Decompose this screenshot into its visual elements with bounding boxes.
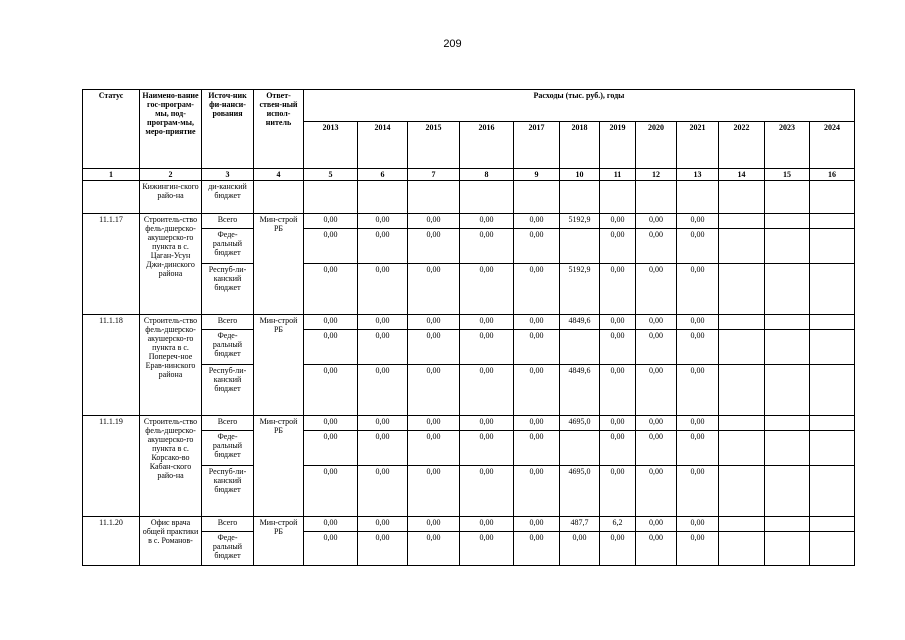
value-cell: 4695,0 <box>560 416 600 431</box>
status-cell: 11.1.18 <box>83 315 140 416</box>
value-cell: 0,00 <box>408 315 460 330</box>
value-cell: 0,00 <box>677 431 719 466</box>
value-cell <box>560 330 600 365</box>
year-header: 2019 <box>600 122 636 169</box>
value-cell <box>765 532 810 566</box>
value-cell: 0,00 <box>408 365 460 416</box>
value-cell: 0,00 <box>636 365 677 416</box>
value-cell: 0,00 <box>514 517 560 532</box>
status-cell: 11.1.20 <box>83 517 140 566</box>
column-number: 5 <box>304 169 358 181</box>
value-cell: 0,00 <box>677 214 719 229</box>
value-cell: 0,00 <box>304 517 358 532</box>
column-number: 12 <box>636 169 677 181</box>
value-cell: 0,00 <box>600 264 636 315</box>
status-cell: 11.1.19 <box>83 416 140 517</box>
value-cell: 0,00 <box>408 330 460 365</box>
value-cell: 5192,9 <box>560 264 600 315</box>
value-cell: 0,00 <box>304 214 358 229</box>
value-cell: 0,00 <box>304 365 358 416</box>
value-cell: 0,00 <box>408 431 460 466</box>
source-cell: Феде-ральный бюджет <box>202 532 254 566</box>
value-cell: 0,00 <box>460 330 514 365</box>
value-cell <box>810 365 855 416</box>
value-cell <box>719 431 765 466</box>
source-cell: Всего <box>202 315 254 330</box>
value-cell: 0,00 <box>677 466 719 517</box>
source-cell: Феде-ральный бюджет <box>202 330 254 365</box>
year-header: 2024 <box>810 122 855 169</box>
value-cell: 0,00 <box>304 466 358 517</box>
value-cell: 0,00 <box>514 229 560 264</box>
value-cell: 0,00 <box>677 517 719 532</box>
value-cell: 0,00 <box>600 214 636 229</box>
value-cell: 0,00 <box>636 214 677 229</box>
value-cell: 0,00 <box>600 365 636 416</box>
value-cell <box>810 181 855 214</box>
value-cell: 5192,9 <box>560 214 600 229</box>
value-cell: 0,00 <box>358 229 408 264</box>
value-cell: 0,00 <box>408 532 460 566</box>
name-cell: Строитель-ство фель-дшерско-акушерско-го пункта в с. Попереч-ное Ерав-нинского района <box>140 315 202 416</box>
value-cell <box>810 264 855 315</box>
executor-cell <box>254 181 304 214</box>
value-cell: 0,00 <box>460 315 514 330</box>
value-cell <box>719 264 765 315</box>
value-cell: 0,00 <box>677 532 719 566</box>
value-cell: 0,00 <box>304 431 358 466</box>
header-executor: Ответ-ствен-ный испол-нитель <box>254 90 304 169</box>
value-cell: 0,00 <box>514 532 560 566</box>
value-cell <box>408 181 460 214</box>
name-cell: Строитель-ство фель-дшерско-акушерско-го пункта в с. Цаган-Усун Джи-динского района <box>140 214 202 315</box>
column-number: 14 <box>719 169 765 181</box>
value-cell: 0,00 <box>408 517 460 532</box>
column-number: 1 <box>83 169 140 181</box>
value-cell <box>304 181 358 214</box>
value-cell: 0,00 <box>636 532 677 566</box>
value-cell: 0,00 <box>358 466 408 517</box>
year-header: 2014 <box>358 122 408 169</box>
year-header: 2022 <box>719 122 765 169</box>
value-cell <box>765 315 810 330</box>
page-number: 209 <box>443 38 462 50</box>
value-cell <box>765 214 810 229</box>
value-cell <box>719 517 765 532</box>
year-header: 2023 <box>765 122 810 169</box>
source-cell: Всего <box>202 517 254 532</box>
value-cell <box>810 229 855 264</box>
value-cell: 0,00 <box>408 229 460 264</box>
value-cell <box>719 532 765 566</box>
table-row <box>83 315 855 330</box>
value-cell <box>810 466 855 517</box>
value-cell: 487,7 <box>560 517 600 532</box>
value-cell <box>765 416 810 431</box>
value-cell: 0,00 <box>460 532 514 566</box>
value-cell: 0,00 <box>460 466 514 517</box>
value-cell <box>514 181 560 214</box>
value-cell: 0,00 <box>600 315 636 330</box>
value-cell <box>765 365 810 416</box>
value-cell: 4849,6 <box>560 315 600 330</box>
source-cell: ди-канский бюджет <box>202 181 254 214</box>
value-cell: 0,00 <box>358 365 408 416</box>
year-header: 2013 <box>304 122 358 169</box>
value-cell <box>636 181 677 214</box>
status-cell <box>83 181 140 214</box>
value-cell: 4695,0 <box>560 466 600 517</box>
year-header: 2015 <box>408 122 460 169</box>
value-cell: 0,00 <box>514 214 560 229</box>
value-cell: 4849,6 <box>560 365 600 416</box>
value-cell: 0,00 <box>636 264 677 315</box>
executor-cell: Мин-строй РБ <box>254 517 304 566</box>
value-cell <box>677 181 719 214</box>
value-cell: 0,00 <box>304 264 358 315</box>
value-cell: 0,00 <box>514 466 560 517</box>
value-cell <box>765 229 810 264</box>
value-cell: 0,00 <box>408 416 460 431</box>
value-cell <box>765 517 810 532</box>
column-number: 9 <box>514 169 560 181</box>
value-cell: 0,00 <box>408 264 460 315</box>
year-header: 2018 <box>560 122 600 169</box>
value-cell <box>765 466 810 517</box>
value-cell: 0,00 <box>677 365 719 416</box>
value-cell: 0,00 <box>514 365 560 416</box>
value-cell: 0,00 <box>600 532 636 566</box>
table-row <box>83 214 855 229</box>
value-cell: 0,00 <box>358 532 408 566</box>
value-cell: 0,00 <box>514 416 560 431</box>
table-row <box>83 181 855 214</box>
name-cell: Офис врача общей практики в с. Романов- <box>140 517 202 566</box>
value-cell <box>460 181 514 214</box>
value-cell: 0,00 <box>358 330 408 365</box>
value-cell: 0,00 <box>514 330 560 365</box>
value-cell: 0,00 <box>358 416 408 431</box>
value-cell <box>810 315 855 330</box>
value-cell <box>719 466 765 517</box>
value-cell <box>719 214 765 229</box>
value-cell: 0,00 <box>636 466 677 517</box>
header-source: Источ-ник фи-нанси-рования <box>202 90 254 169</box>
name-cell: Кижингин-ского райо-на <box>140 181 202 214</box>
column-number: 13 <box>677 169 719 181</box>
value-cell: 0,00 <box>514 264 560 315</box>
value-cell: 0,00 <box>600 466 636 517</box>
header-status: Статус <box>83 90 140 169</box>
value-cell <box>765 181 810 214</box>
executor-cell: Мин-строй РБ <box>254 416 304 517</box>
value-cell: 0,00 <box>358 315 408 330</box>
source-cell: Респуб-ли-канский бюджет <box>202 466 254 517</box>
value-cell: 0,00 <box>636 330 677 365</box>
value-cell: 0,00 <box>460 431 514 466</box>
column-number: 3 <box>202 169 254 181</box>
value-cell: 0,00 <box>358 264 408 315</box>
value-cell <box>600 181 636 214</box>
expenses-table <box>82 89 855 566</box>
value-cell <box>719 416 765 431</box>
year-header: 2021 <box>677 122 719 169</box>
column-number: 16 <box>810 169 855 181</box>
value-cell <box>719 229 765 264</box>
source-cell: Всего <box>202 416 254 431</box>
column-number: 11 <box>600 169 636 181</box>
value-cell: 0,00 <box>636 315 677 330</box>
value-cell <box>358 181 408 214</box>
value-cell: 0,00 <box>460 229 514 264</box>
value-cell: 0,00 <box>677 416 719 431</box>
executor-cell: Мин-строй РБ <box>254 214 304 315</box>
value-cell: 0,00 <box>677 330 719 365</box>
column-number: 8 <box>460 169 514 181</box>
value-cell <box>765 431 810 466</box>
year-header: 2017 <box>514 122 560 169</box>
value-cell <box>810 416 855 431</box>
value-cell: 0,00 <box>600 229 636 264</box>
value-cell <box>719 330 765 365</box>
year-header: 2020 <box>636 122 677 169</box>
value-cell: 0,00 <box>514 431 560 466</box>
executor-cell: Мин-строй РБ <box>254 315 304 416</box>
value-cell: 0,00 <box>460 264 514 315</box>
table-row <box>83 416 855 431</box>
value-cell <box>810 330 855 365</box>
value-cell <box>810 431 855 466</box>
value-cell: 0,00 <box>636 416 677 431</box>
value-cell: 6,2 <box>600 517 636 532</box>
source-cell: Феде-ральный бюджет <box>202 229 254 264</box>
value-cell: 0,00 <box>677 315 719 330</box>
value-cell <box>810 532 855 566</box>
name-cell: Строитель-ство фель-дшерско-акушерско-го пункта в с. Корсако-во Кабан-ского райо-на <box>140 416 202 517</box>
value-cell: 0,00 <box>600 431 636 466</box>
source-cell: Респуб-ли-канский бюджет <box>202 264 254 315</box>
status-cell: 11.1.17 <box>83 214 140 315</box>
source-cell: Респуб-ли-канский бюджет <box>202 365 254 416</box>
value-cell <box>810 214 855 229</box>
value-cell: 0,00 <box>636 517 677 532</box>
value-cell <box>810 517 855 532</box>
value-cell <box>560 229 600 264</box>
value-cell: 0,00 <box>460 365 514 416</box>
value-cell <box>560 181 600 214</box>
column-number: 2 <box>140 169 202 181</box>
value-cell: 0,00 <box>304 330 358 365</box>
value-cell: 0,00 <box>560 532 600 566</box>
year-header: 2016 <box>460 122 514 169</box>
column-number: 4 <box>254 169 304 181</box>
value-cell: 0,00 <box>600 330 636 365</box>
value-cell: 0,00 <box>304 532 358 566</box>
value-cell: 0,00 <box>304 229 358 264</box>
value-cell: 0,00 <box>600 416 636 431</box>
value-cell: 0,00 <box>636 431 677 466</box>
value-cell: 0,00 <box>304 315 358 330</box>
source-cell: Феде-ральный бюджет <box>202 431 254 466</box>
value-cell: 0,00 <box>460 517 514 532</box>
value-cell <box>765 264 810 315</box>
column-number: 7 <box>408 169 460 181</box>
value-cell: 0,00 <box>460 214 514 229</box>
value-cell <box>719 315 765 330</box>
header-expenses: Расходы (тыс. руб.), годы <box>304 90 855 122</box>
value-cell: 0,00 <box>358 431 408 466</box>
value-cell <box>719 365 765 416</box>
value-cell: 0,00 <box>460 416 514 431</box>
header-name: Наимено-вание гос-програм-мы, под-програм-мы, меро-приятие <box>140 90 202 169</box>
value-cell: 0,00 <box>358 214 408 229</box>
value-cell: 0,00 <box>408 466 460 517</box>
value-cell: 0,00 <box>514 315 560 330</box>
value-cell: 0,00 <box>677 229 719 264</box>
table-row <box>83 517 855 532</box>
column-number: 10 <box>560 169 600 181</box>
source-cell: Всего <box>202 214 254 229</box>
column-number: 15 <box>765 169 810 181</box>
value-cell: 0,00 <box>636 229 677 264</box>
value-cell <box>765 330 810 365</box>
value-cell: 0,00 <box>408 214 460 229</box>
value-cell <box>560 431 600 466</box>
value-cell: 0,00 <box>358 517 408 532</box>
value-cell <box>719 181 765 214</box>
value-cell: 0,00 <box>677 264 719 315</box>
value-cell: 0,00 <box>304 416 358 431</box>
column-number: 6 <box>358 169 408 181</box>
